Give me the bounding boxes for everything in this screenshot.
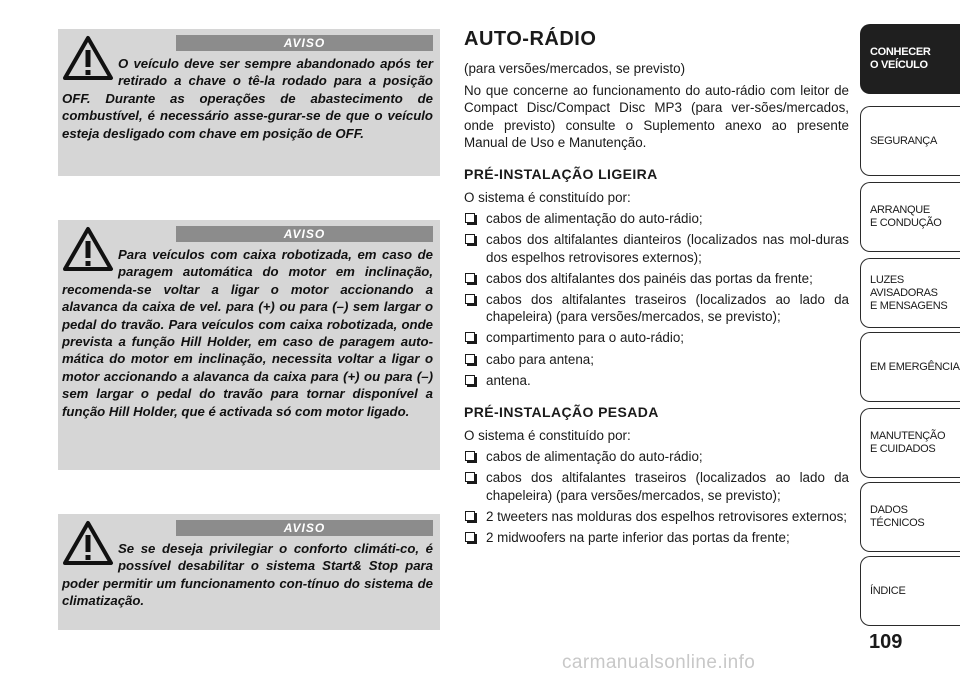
- item-list: [464, 448, 849, 546]
- section-heading: PRÉ-INSTALAÇÃO LIGEIRA: [464, 166, 658, 183]
- list-item: cabos de alimentação do auto-rádio;: [464, 448, 849, 465]
- section-lead: O sistema é constituído por:: [464, 190, 631, 206]
- list-item: compartimento para o auto-rádio;: [464, 329, 849, 346]
- tab-seguranca[interactable]: SEGURANÇA: [860, 106, 960, 176]
- tab-conhecer-o-veiculo[interactable]: CONHECER O VEÍCULO: [860, 24, 960, 94]
- checkbox-bullet-icon: [465, 511, 475, 521]
- checkbox-bullet-icon: [465, 332, 475, 342]
- warning-box-2: [58, 220, 440, 470]
- checkbox-bullet-icon: [465, 451, 475, 461]
- warning-banner: AVISO: [176, 35, 433, 51]
- warning-banner: AVISO: [176, 520, 433, 536]
- page-number: 109: [869, 631, 903, 653]
- tab-arranque-e-conducao[interactable]: ARRANQUE E CONDUÇÃO: [860, 182, 960, 252]
- tab-indice[interactable]: ÍNDICE: [860, 556, 960, 626]
- tab-luzes-avisadoras[interactable]: LUZES AVISADORAS E MENSAGENS: [860, 258, 960, 328]
- checkbox-bullet-icon: [465, 213, 475, 223]
- subtitle: (para versões/mercados, se previsto): [464, 61, 686, 76]
- checkbox-bullet-icon: [465, 273, 475, 283]
- intro-paragraph: No que concerne ao funcionamento do auto-rádio com leitor de Compact Disc/Compact Disc MP3 (para ver-sões/mercados, onde previsto) consulte o Suplemento anexo ao presente Manual de Uso e Manutenção.: [464, 83, 849, 150]
- list-item: cabos dos altifalantes traseiros (localizados ao lado da chapeleira) (para versões/mercados, se previsto);: [464, 291, 849, 325]
- warning-text: Se se deseja privilegiar o conforto climáti-co, é possível desabilitar o sistema Start& Stop para poder permitir um funcionamento con-tínuo do sistema de climatização.: [62, 541, 433, 609]
- section-lead: O sistema é constituído por:: [464, 428, 631, 444]
- checkbox-bullet-icon: [465, 294, 475, 304]
- warning-text: Para veículos com caixa robotizada, em caso de paragem automática do motor em inclinação, recomenda-se voltar a ligar o motor accionando a alavanca da caixa de vel. para (+) ou para (–) sem largar o pedal do travão. Para veículos com caixa robotizada, onde prevista a função Hill Holder, em caso de paragem auto-mática do motor em inclinação, necessita voltar a ligar o motor accionando a alavanca da caixa para (+) ou para (–) sem largar o pedal do travão para tornar disponível a função Hill Holder, que é activada só com motor ligado.: [62, 247, 433, 419]
- checkbox-bullet-icon: [465, 472, 475, 482]
- checkbox-bullet-icon: [465, 234, 475, 244]
- tab-dados-tecnicos[interactable]: DADOS TÉCNICOS: [860, 482, 960, 552]
- list-item: cabo para antena;: [464, 351, 849, 368]
- main-content: [464, 27, 849, 550]
- list-item: cabos dos altifalantes dos painéis das portas da frente;: [464, 270, 849, 287]
- checkbox-bullet-icon: [465, 354, 475, 364]
- list-item: cabos dos altifalantes traseiros (localizados ao lado da chapeleira) (para versões/mercados, se previsto);: [464, 469, 849, 503]
- tab-manutencao-e-cuidados[interactable]: MANUTENÇÃO E CUIDADOS: [860, 408, 960, 478]
- list-item: 2 midwoofers na parte inferior das portas da frente;: [464, 529, 849, 546]
- checkbox-bullet-icon: [465, 532, 475, 542]
- tab-em-emergencia[interactable]: EM EMERGÊNCIA: [860, 332, 960, 402]
- section-heading: PRÉ-INSTALAÇÃO PESADA: [464, 404, 659, 421]
- warning-box-1: [58, 29, 440, 176]
- list-item: cabos dos altifalantes dianteiros (localizados nas mol-duras dos espelhos retrovisores externos);: [464, 231, 849, 265]
- warning-banner: AVISO: [176, 226, 433, 242]
- item-list: [464, 210, 849, 389]
- list-item: antena.: [464, 372, 849, 389]
- checkbox-bullet-icon: [465, 375, 475, 385]
- list-item: 2 tweeters nas molduras dos espelhos retrovisores externos;: [464, 508, 849, 525]
- warning-box-3: [58, 514, 440, 630]
- page-title: AUTO-RÁDIO: [464, 28, 597, 50]
- list-item: cabos de alimentação do auto-rádio;: [464, 210, 849, 227]
- watermark: carmanualsonline.info: [562, 652, 756, 673]
- warning-text: O veículo deve ser sempre abandonado após ter retirado a chave o tê-la rodado para a posição OFF. Durante as operações de abastecimento de combustível, é necessário asse-gurar-se de que o veículo esteja desligado com chave em posição de OFF.: [62, 56, 433, 141]
